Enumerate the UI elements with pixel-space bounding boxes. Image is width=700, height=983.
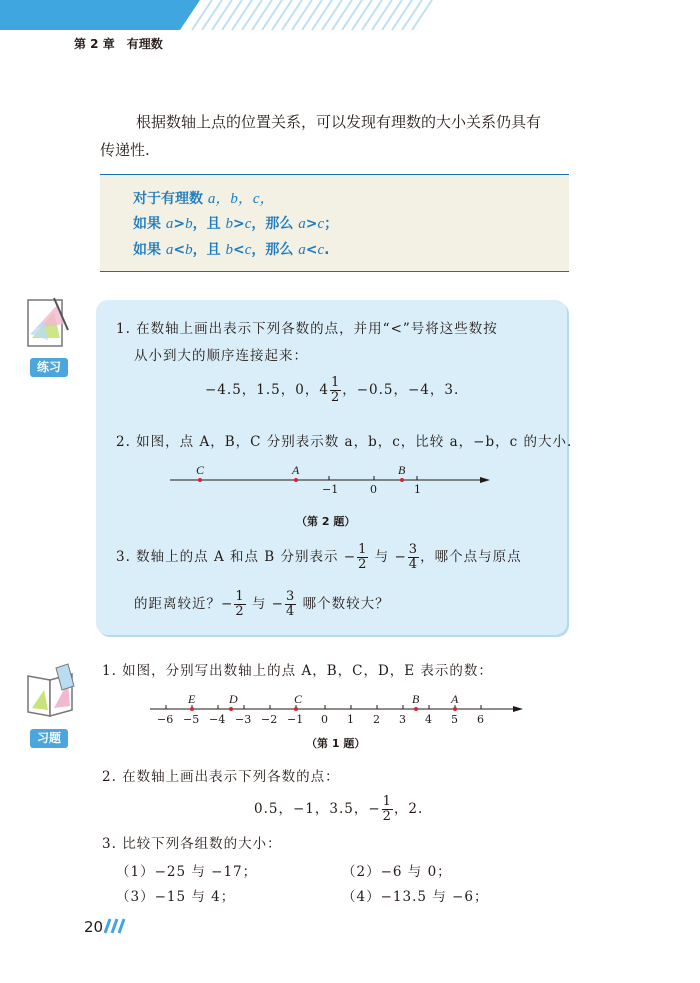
intro-line-1: 根据数轴上点的位置关系，可以发现有理数的大小关系仍具有 bbox=[136, 113, 542, 131]
tick-label: 0 bbox=[321, 713, 328, 726]
chapter-heading bbox=[74, 35, 175, 52]
page-number: 20 bbox=[84, 918, 104, 936]
rule-line-2: 如果 a>b，且 b>c，那么 a>c； bbox=[133, 216, 339, 232]
point-b-dot bbox=[414, 707, 418, 711]
tick-label: −2 bbox=[261, 713, 278, 726]
exercise-q3-item-3: （3）−15 与 4； bbox=[116, 889, 236, 905]
tick-label: −1 bbox=[287, 713, 304, 726]
practice-q2-text: 2. 如图，点 A，B，C 分别表示数 a，b，c，比较 a，−b，c 的大小. bbox=[116, 434, 573, 450]
point-b-dot bbox=[400, 478, 404, 482]
point-e-dot bbox=[190, 707, 194, 711]
tick-label: −4 bbox=[209, 713, 226, 726]
tick-label: −1 bbox=[322, 483, 339, 496]
practice-q2-caption: （第 2 题） bbox=[296, 515, 356, 528]
exercise-q2-text: 2. 在数轴上画出表示下列各数的点： bbox=[102, 769, 340, 785]
practice-badge: 练习 bbox=[30, 358, 68, 377]
point-a-label: A bbox=[451, 692, 459, 706]
point-c-label: C bbox=[196, 463, 205, 477]
chapter-number: 第 2 章 bbox=[74, 37, 115, 51]
tick-label: 6 bbox=[477, 713, 484, 726]
tick-label: 1 bbox=[347, 713, 354, 726]
exercise-q1-number-line bbox=[145, 695, 525, 735]
chapter-title: 有理数 bbox=[126, 37, 163, 51]
point-b-label: B bbox=[412, 692, 420, 706]
page-number-slashes-icon bbox=[104, 918, 128, 934]
point-d-label: D bbox=[229, 692, 238, 706]
exercise-badge: 习题 bbox=[30, 729, 68, 748]
tick-label: −3 bbox=[235, 713, 252, 726]
tick-label: 0 bbox=[370, 483, 377, 496]
practice-q3-line1: 3. 数轴上的点 A 和点 B 分别表示 − $\frac{1}{2}$ 与 − $\frac{3}{4}$ ，哪个点与原点 bbox=[116, 542, 522, 572]
tick-label: 4 bbox=[425, 713, 432, 726]
intro-line-2: 传递性. bbox=[100, 141, 150, 159]
tick-label: 1 bbox=[414, 483, 421, 496]
tick-label: 5 bbox=[451, 713, 458, 726]
exercise-book-icon bbox=[24, 660, 78, 720]
transitivity-rule-box bbox=[100, 174, 569, 272]
exercise-q1-text: 1. 如图，分别写出数轴上的点 A，B，C，D，E 表示的数： bbox=[102, 663, 493, 679]
tick-label: 2 bbox=[373, 713, 380, 726]
point-c-label: C bbox=[294, 692, 303, 706]
point-c-dot bbox=[294, 707, 298, 711]
tick-label: −5 bbox=[183, 713, 200, 726]
point-a-dot bbox=[453, 707, 457, 711]
practice-notebook-icon bbox=[24, 294, 72, 352]
header-banner bbox=[0, 0, 700, 30]
exercise-q1-caption: （第 1 题） bbox=[306, 737, 366, 750]
tick-label: 3 bbox=[399, 713, 406, 726]
exercise-q3-text: 3. 比较下列各组数的大小： bbox=[102, 836, 282, 852]
practice-q1-numbers: −4.5，1.5，0，4 $\frac{1}{2}$ ，−0.5，−4，3. bbox=[205, 375, 460, 405]
rule-line-1: 对于有理数 a，b，c， bbox=[133, 191, 275, 207]
exercise-q3-item-4: （4）−13.5 与 −6； bbox=[342, 889, 489, 905]
practice-q3-line2: 的距离较近？− $\frac{1}{2}$ 与 − $\frac{3}{4}$ 哪个数较大？ bbox=[134, 589, 390, 619]
point-c-dot bbox=[198, 478, 202, 482]
tick-label: −6 bbox=[157, 713, 174, 726]
point-b-label: B bbox=[398, 463, 406, 477]
exercise-q3-item-2: （2）−6 与 0； bbox=[342, 864, 452, 880]
point-a-dot bbox=[294, 478, 298, 482]
exercise-q2-numbers: 0.5，−1，3.5，− $\frac{1}{2}$ ，2. bbox=[254, 794, 424, 824]
point-e-label: E bbox=[188, 692, 196, 706]
point-d-dot bbox=[229, 707, 233, 711]
practice-q1-line1: 1. 在数轴上画出表示下列各数的点，并用“<”号将这些数按 bbox=[116, 321, 498, 337]
point-a-label: A bbox=[292, 463, 300, 477]
practice-q1-line2: 从小到大的顺序连接起来： bbox=[134, 348, 308, 364]
exercise-q3-item-1: （1）−25 与 −17； bbox=[116, 864, 258, 880]
rule-line-3: 如果 a<b，且 b<c，那么 a<c. bbox=[133, 242, 330, 258]
